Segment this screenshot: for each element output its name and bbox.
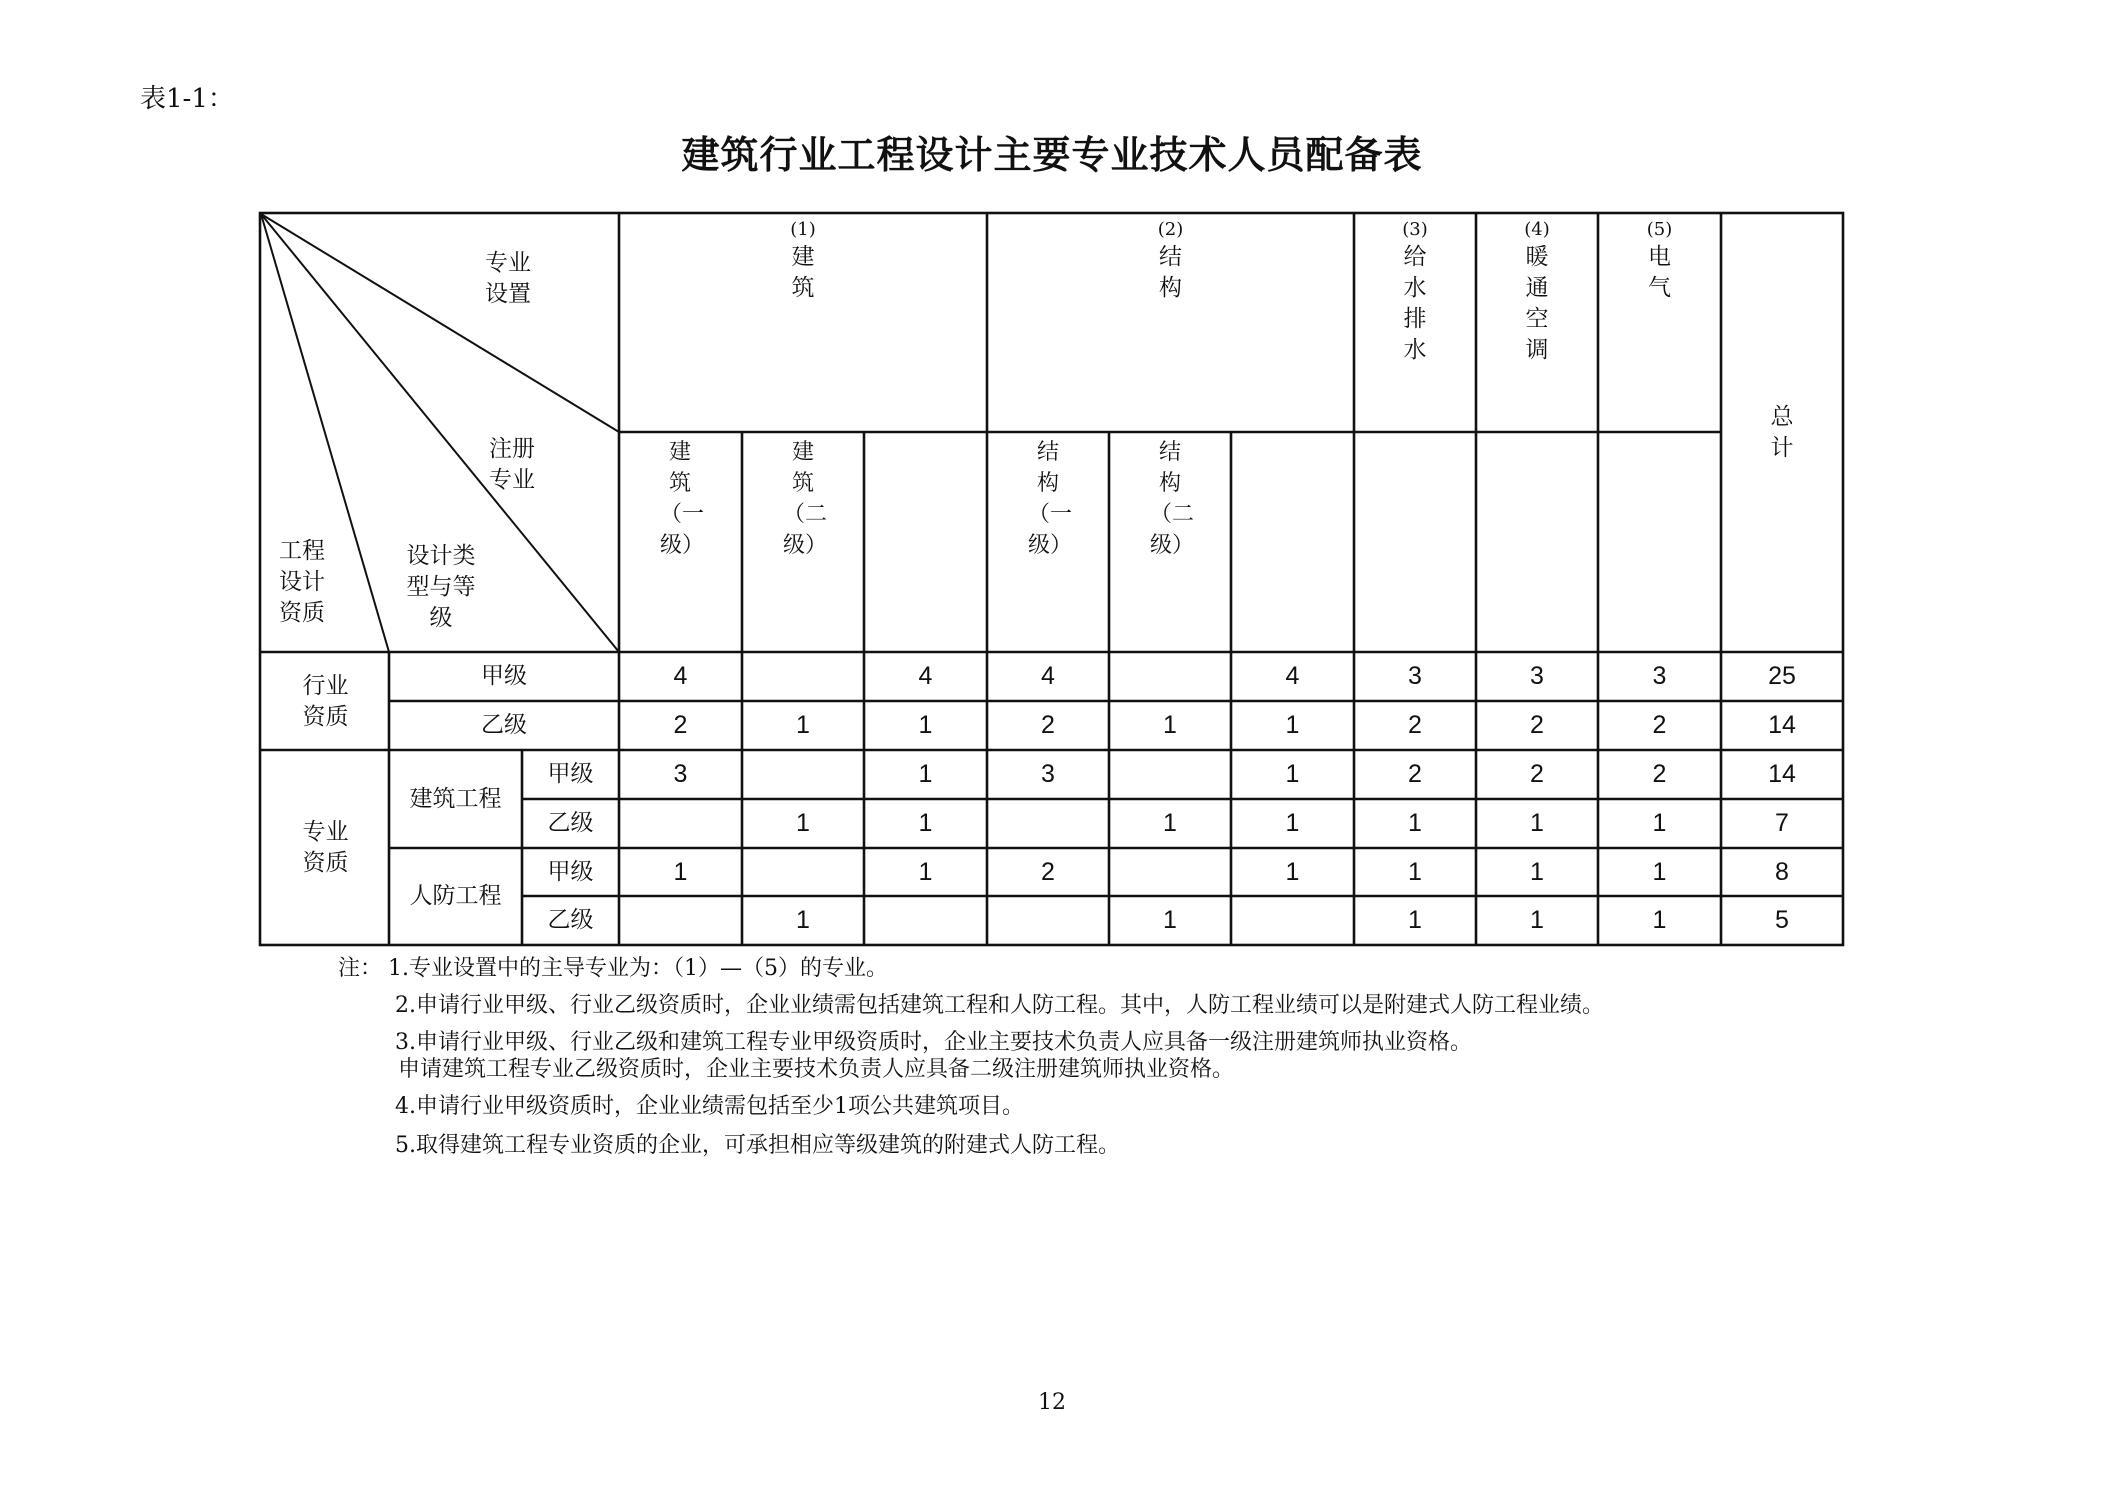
table-cell: 4 <box>1285 662 1300 690</box>
table-cell <box>742 750 864 799</box>
total-header: 总计 <box>1770 404 1794 461</box>
page-number: 12 <box>1038 1390 1066 1415</box>
corner-label-registered-specialty: 注册专业 <box>489 436 535 493</box>
table-cell: 3 <box>1530 662 1544 690</box>
note-4: 4.申请行业甲级资质时，企业业绩需包括至少1项公共建筑项目。 <box>395 1094 1024 1119</box>
table-cell: 2 <box>1041 857 1055 886</box>
table-cell <box>619 896 742 945</box>
corner-label-specialty-setting: 专业设置 <box>485 250 531 307</box>
table-cell: 1 <box>1285 711 1300 739</box>
table-cell <box>1109 652 1231 701</box>
table-cell <box>987 799 1109 848</box>
table-cell: 1 <box>1163 809 1177 837</box>
table-cell: 1 <box>918 760 933 788</box>
registered-structural-grade-2: 结构（二级） <box>1150 440 1195 558</box>
specialty-header-water: (3) 给水排水 <box>1402 219 1428 363</box>
table-cell: 1 <box>1652 906 1667 934</box>
table-cell <box>1109 848 1231 896</box>
specialty-header-electrical: (5) 电气 <box>1646 219 1673 301</box>
table-cell: 4 <box>918 662 933 690</box>
row-group-industry-qualification: 行业资质 <box>302 672 349 730</box>
table-cell-total: 5 <box>1775 906 1789 934</box>
table-cell: 1 <box>1408 809 1422 837</box>
table-cell: 4 <box>673 662 688 690</box>
note-3-continued: 申请建筑工程专业乙级资质时，企业主要技术负责人应具备二级注册建筑师执业资格。 <box>398 1057 1235 1082</box>
table-cell: 1 <box>1408 857 1422 886</box>
note-5: 5.取得建筑工程专业资质的企业，可承担相应等级建筑的附建式人防工程。 <box>395 1133 1120 1158</box>
notes <box>338 950 1604 1164</box>
table-cell <box>742 848 864 896</box>
notes-prefix: 注： <box>338 956 383 981</box>
table-cell: 3 <box>1408 662 1422 690</box>
table-cell-total: 25 <box>1768 662 1796 690</box>
table-cell: 1 <box>1408 906 1422 934</box>
note-3: 3.申请行业甲级、行业乙级和建筑工程专业甲级资质时，企业主要技术负责人应具备一级注册建筑师执业资格。 <box>395 1030 1472 1055</box>
table-cell: 2 <box>1408 760 1422 788</box>
table-cell <box>987 896 1109 945</box>
table-cell: 1 <box>1285 760 1300 788</box>
table-cell: 1 <box>1163 711 1177 739</box>
table-cell: 2 <box>1041 711 1055 739</box>
table-cell: 1 <box>1285 857 1300 886</box>
table-cell: 3 <box>1652 662 1667 690</box>
table-cell-total: 14 <box>1768 711 1796 739</box>
table-cell <box>619 799 742 848</box>
specialty-header-architecture: (1) 建筑 <box>790 219 816 301</box>
specialty-header-hvac: (4) 暖通空调 <box>1524 219 1550 363</box>
table-cell: 1 <box>1285 809 1300 837</box>
grade-label: 甲级 <box>481 663 527 689</box>
registered-architect-grade-1: 建筑（一级） <box>660 440 705 558</box>
table-cell: 1 <box>796 711 810 739</box>
row-subgroup-building-engineering: 建筑工程 <box>409 786 502 812</box>
table-cell: 1 <box>1530 809 1544 837</box>
table-cell-total: 8 <box>1775 857 1789 886</box>
table-cell: 2 <box>1530 711 1544 739</box>
table-cell <box>1231 896 1354 945</box>
grade-label: 甲级 <box>547 761 594 787</box>
row-group-professional-qualification: 专业资质 <box>302 819 349 876</box>
table-cell: 4 <box>1041 662 1055 690</box>
corner-label-design-qualification: 工程设计资质 <box>279 538 325 626</box>
table-cell: 1 <box>918 809 933 837</box>
table-cell: 3 <box>673 760 688 788</box>
page-title: 建筑行业工程设计主要专业技术人员配备表 <box>681 133 1423 177</box>
table-cell: 1 <box>1652 857 1667 886</box>
table-cell: 1 <box>1652 809 1667 837</box>
grade-label: 乙级 <box>547 810 594 836</box>
table-cell: 3 <box>1041 760 1055 788</box>
registered-structural-grade-1: 结构（一级） <box>1028 440 1073 558</box>
corner-label-design-type-grade: 设计类型与等级 <box>406 543 476 631</box>
table-cell: 1 <box>918 711 933 739</box>
table-cell: 1 <box>918 857 933 886</box>
table-cell: 1 <box>796 809 810 837</box>
table-cell: 2 <box>1530 760 1544 788</box>
grade-label: 乙级 <box>547 907 594 933</box>
table-cell: 1 <box>1530 906 1544 934</box>
table-cell-total: 7 <box>1775 809 1789 837</box>
table-cell: 1 <box>1163 906 1177 934</box>
table-label: 表1-1： <box>140 84 234 114</box>
grade-label: 甲级 <box>547 859 594 885</box>
table-cell: 1 <box>796 906 810 934</box>
row-subgroup-civil-defense: 人防工程 <box>409 883 502 909</box>
table-cell: 2 <box>673 711 688 739</box>
specialty-header-structure: (2) 结构 <box>1157 219 1184 301</box>
note-1: 注： 1.专业设置中的主导专业为：（1）—（5）的专业。 <box>338 956 889 981</box>
table-cell <box>1109 750 1231 799</box>
table-cell: 2 <box>1652 760 1667 788</box>
table-cell: 1 <box>1530 857 1544 886</box>
table-cell <box>864 896 987 945</box>
note-2: 2.申请行业甲级、行业乙级资质时，企业业绩需包括建筑工程和人防工程。其中，人防工程业绩可以是附建式人防工程业绩。 <box>395 993 1604 1018</box>
registered-architect-grade-2: 建筑（二级） <box>783 440 828 558</box>
table-cell: 2 <box>1652 711 1667 739</box>
table-cell: 2 <box>1408 711 1422 739</box>
grade-label: 乙级 <box>481 712 527 738</box>
table-cell <box>742 652 864 701</box>
table-cell-total: 14 <box>1768 760 1796 788</box>
table-cell: 1 <box>673 857 688 886</box>
